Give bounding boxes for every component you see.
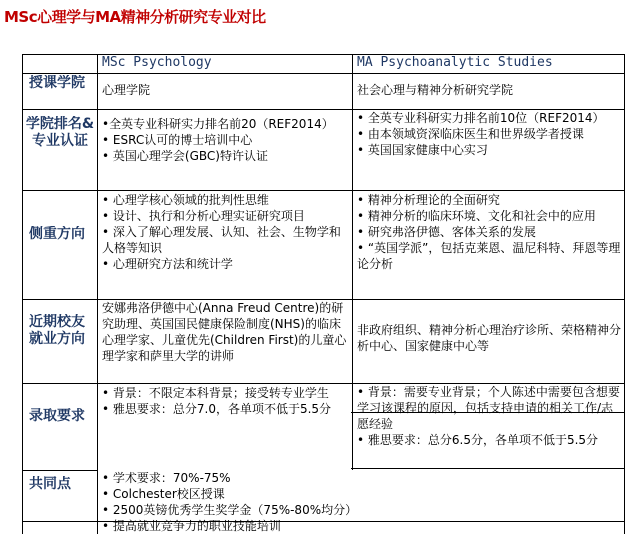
msc-ranking	[98, 116, 352, 189]
row-label-ranking: 学院排名&专业认证	[25, 116, 95, 149]
list-item: • 设计、执行和分析心理实证研究项目	[102, 209, 305, 223]
row-label-focus: 侧重方向	[29, 226, 85, 242]
list-item: • “英国学派”，包括克莱恩、温尼科特、拜恩等理论分析	[357, 241, 621, 271]
list-item: • 雅思要求：总分6.5分，各单项不低于5.5分	[357, 433, 599, 447]
list-item: • Colchester校区授课	[102, 487, 225, 501]
row-label-common: 共同点	[29, 476, 71, 492]
list-item: • 2500英镑优秀学生奖学金（75%-80%均分）	[102, 503, 358, 517]
list-item: • 深入了解心理发展、认知、社会、生物学和人格等知识	[102, 225, 341, 255]
list-item: • 背景：需要专业背景；个人陈述中需要包含想要学习该课程的原因，包括支持申请的相关工作/志愿经验	[357, 385, 620, 431]
list-item: • 英国心理学会(GBC)特许认证	[102, 149, 268, 163]
list-item: • 全英专业科研实力排名前10位（REF2014）	[357, 111, 605, 125]
ma-ranking	[353, 110, 624, 190]
list-item: • 由本领域资深临床医生和世界级学者授课	[357, 127, 584, 141]
shared-points	[98, 470, 624, 534]
list-item: • 提高就业竞争力的职业技能培训	[102, 519, 281, 533]
column-header-ma: MA Psychoanalytic Studies	[357, 55, 553, 70]
ma-admission	[353, 384, 624, 468]
msc-school: 心理学院	[102, 83, 151, 97]
msc-careers: 安娜弗洛伊德中心(Anna Freud Centre)的研究助理、英国国民健康保险制度(NHS)的临床心理学家、儿童优先(Children First)的儿童心理学家和萨里大学的讲师	[102, 301, 347, 363]
list-item: • 心理学核心领域的批判性思维	[102, 193, 269, 207]
list-item: • 心理研究方法和统计学	[102, 257, 233, 271]
list-item: • 雅思要求：总分7.0，各单项不低于5.5分	[102, 402, 332, 416]
row-label-careers: 近期校友就业方向	[29, 314, 85, 347]
ma-focus	[353, 192, 624, 299]
comparison-table	[22, 54, 625, 534]
page-title: MSc心理学与MA精神分析研究专业对比	[4, 8, 266, 26]
msc-admission	[98, 385, 352, 469]
list-item: • ESRC认可的博士培训中心	[102, 133, 253, 147]
list-item: • 精神分析理论的全面研究	[357, 193, 500, 207]
list-item: • 学术要求：70%-75%	[102, 471, 231, 485]
list-item: • 背景：不限定本科背景；接受转专业学生	[102, 386, 329, 400]
ma-careers: 非政府组织、精神分析心理治疗诊所、荣格精神分析中心、国家健康中心等	[357, 323, 622, 353]
msc-focus	[98, 192, 352, 299]
column-header-msc: MSc Psychology	[102, 55, 212, 70]
row-label-school: 授课学院	[29, 75, 85, 91]
list-item: • 精神分析的临床环境、文化和社会中的应用	[357, 209, 596, 223]
list-item: • 英国国家健康中心实习	[357, 143, 488, 157]
ma-school: 社会心理与精神分析研究学院	[357, 83, 514, 97]
list-item: •全英专业科研实力排名前20（REF2014）	[102, 117, 334, 131]
row-label-admission: 录取要求	[29, 408, 85, 424]
list-item: • 研究弗洛伊德、客体关系的发展	[357, 225, 536, 239]
